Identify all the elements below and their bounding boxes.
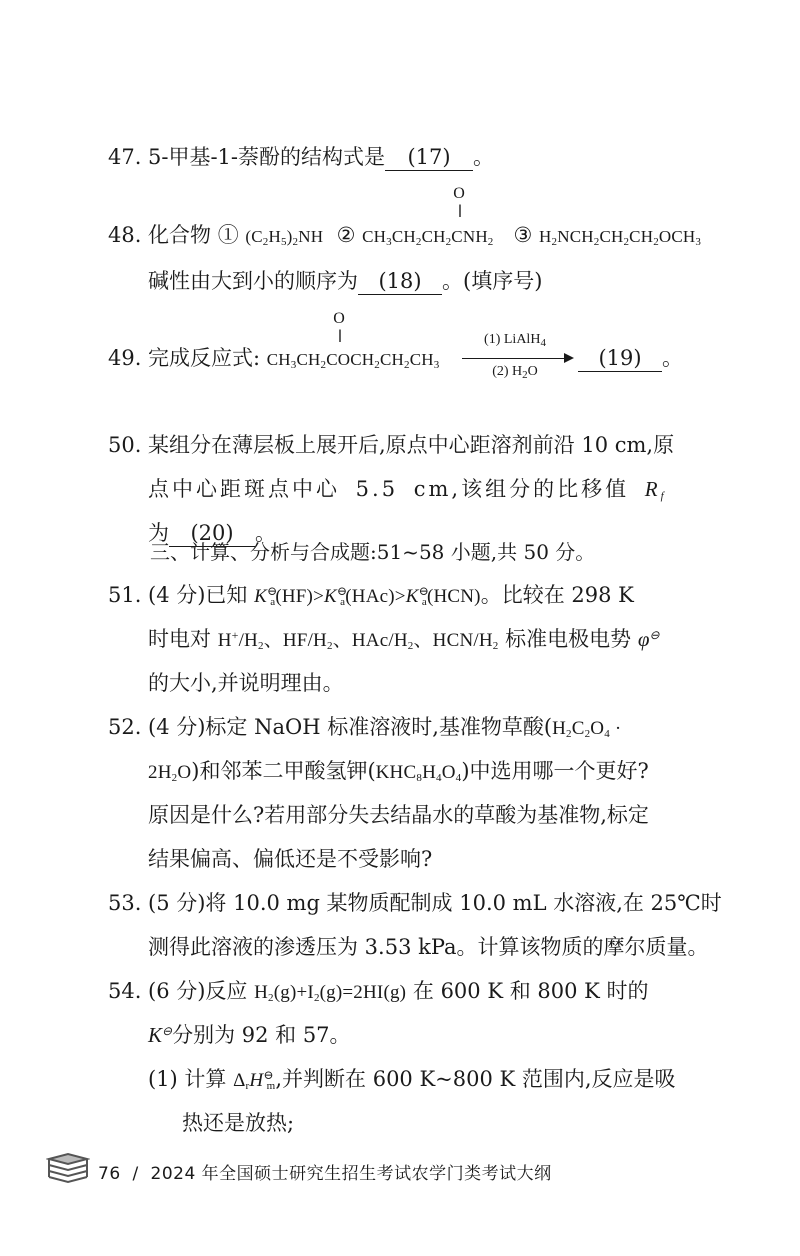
compound-1: $(C_2H_5)_2NH$ [245,227,324,248]
electrode-couples: $H^+/H_2$、$HF/H_2$、HAc/$H_2$、HCN/$H_2$ [217,628,499,652]
delta-h-symbol: $\Delta_rH^⊖_m$ [233,1068,276,1092]
reaction-equation: $H_2(g)+I_2(g)=2HI(g)$ [254,982,407,1004]
answer-blank[interactable]: (17) [385,144,473,171]
ka-comparison: $K^⊖_a(HF)>K^⊖_a(HAc)>K^⊖_a(HCN)$ [254,584,481,608]
question-number: 52. [108,715,142,739]
question-number: 53. [108,891,142,915]
rf-symbol: $R_f$ [644,477,667,502]
reagent-bottom: (2) $H_2O$ [492,364,538,381]
khp-formula: $KHC_8H_4O_4$ [375,762,462,784]
question-number: 51. [108,583,142,607]
book-title: 2024 年全国硕士研究生招生考试农学门类考试大纲 [150,1164,552,1184]
reagent-top: (1) LiAlH$_4$ [484,332,546,349]
footer-text: 76 / 2024 年全国硕士研究生招生考试农学门类考试大纲 [98,1164,552,1184]
exam-page: 47. 5-甲基-1-萘酚的结构式是 (17) 。 O || 48. 化合物 ① $(C_2H_5)_2NH$ ② $CH_3CH_2CH_2CNH_2$ ③ $H_2NCH_2CH_2CH_2OCH_3$ 碱性由大到小的顺序为 (18) 。(填序号) O || 49. 完成反应式: $CH_3CH_2COCH_2CH_2CH_3$ (19) 。 (1) LiAlH$_4$ (2) $H_2O$ 50. 某组分在薄层板上展开后,原点中心距溶剂前沿 10 cm,原 点中心距斑点中心 5.5 cm,该组分的比移值 $R_f$ 为 (20) 。 三、计算、分析与合成题:51~58 小题,共 50 分。 51. (4 分)已知 $K^⊖_a(HF)>K^⊖_a(HAc)>K^⊖_a(HCN)$。比较在 298 K 时电对 $H^+/H_2$、$HF/H_2$、HAc/$H_2$、HCN/$H_2$ 标准电极电势 φ⊖ 的大小,并说明理由。 52. (4 分)标定 NaOH 标准溶液时,基准物草酸($H_2C_2O_4$ · $2H_2O$)和邻苯二甲酸氢钾$(KHC_8H_4O_4)$中选用哪一个更好? 原因是什么?若用部分失去结晶水的草酸为基准物,标定 结果偏高、偏低还是不受影响? 53. (5 分)将 10.0 mg 某物质配制成 10.0 mL 水溶液,在 25℃时 测得此溶液的渗透压为 3.53 kPa。计算该物质的摩尔质量。 54. (6 分)反应 $H_2(g)+I_2(g)=2HI(g)$ 在 600 K 和 800 K 时的 K⊖分别为 92 和 57。 (1) 计算 $\Delta_rH^⊖_m$,并判断在 600 K~800 K 范围内,反应是吸 热还是放热; 76 / 2024 年全国硕士研究生招生考试农学门类考试大纲 [0,0,800,1256]
question-number: 54. [108,979,142,1003]
answer-blank[interactable]: (19) [578,345,662,372]
oxalic-acid-formula: $H_2C_2O_4$ · [552,718,622,740]
page-number: 76 [98,1164,121,1184]
carbonyl-oxygen: O || [333,310,345,343]
question-number: 48. [108,223,142,247]
k-standard-symbol: K⊖ [148,1023,173,1047]
book-stack-icon [46,1151,90,1185]
question-text: 5-甲基-1-萘酚的结构式是 (17) 。 [148,145,495,169]
question-number: 49. [108,346,142,370]
arrow-head-icon [564,353,574,363]
reactant-ketone: $CH_3CH_2COCH_2CH_2CH_3$ [266,350,440,371]
carbonyl-oxygen: O || [453,185,465,218]
question-number: 47. [108,145,142,169]
compound-3: $H_2NCH_2CH_2CH_2OCH_3$ [539,227,702,248]
question-number: 50. [108,433,142,457]
phi-symbol: φ⊖ [637,627,660,651]
reaction-arrow [462,330,574,390]
page-footer [46,1151,766,1191]
answer-blank[interactable]: (20) [169,520,255,547]
answer-blank[interactable]: (18) [358,268,442,295]
compound-2: $CH_3CH_2CH_2CNH_2$ [362,227,494,248]
